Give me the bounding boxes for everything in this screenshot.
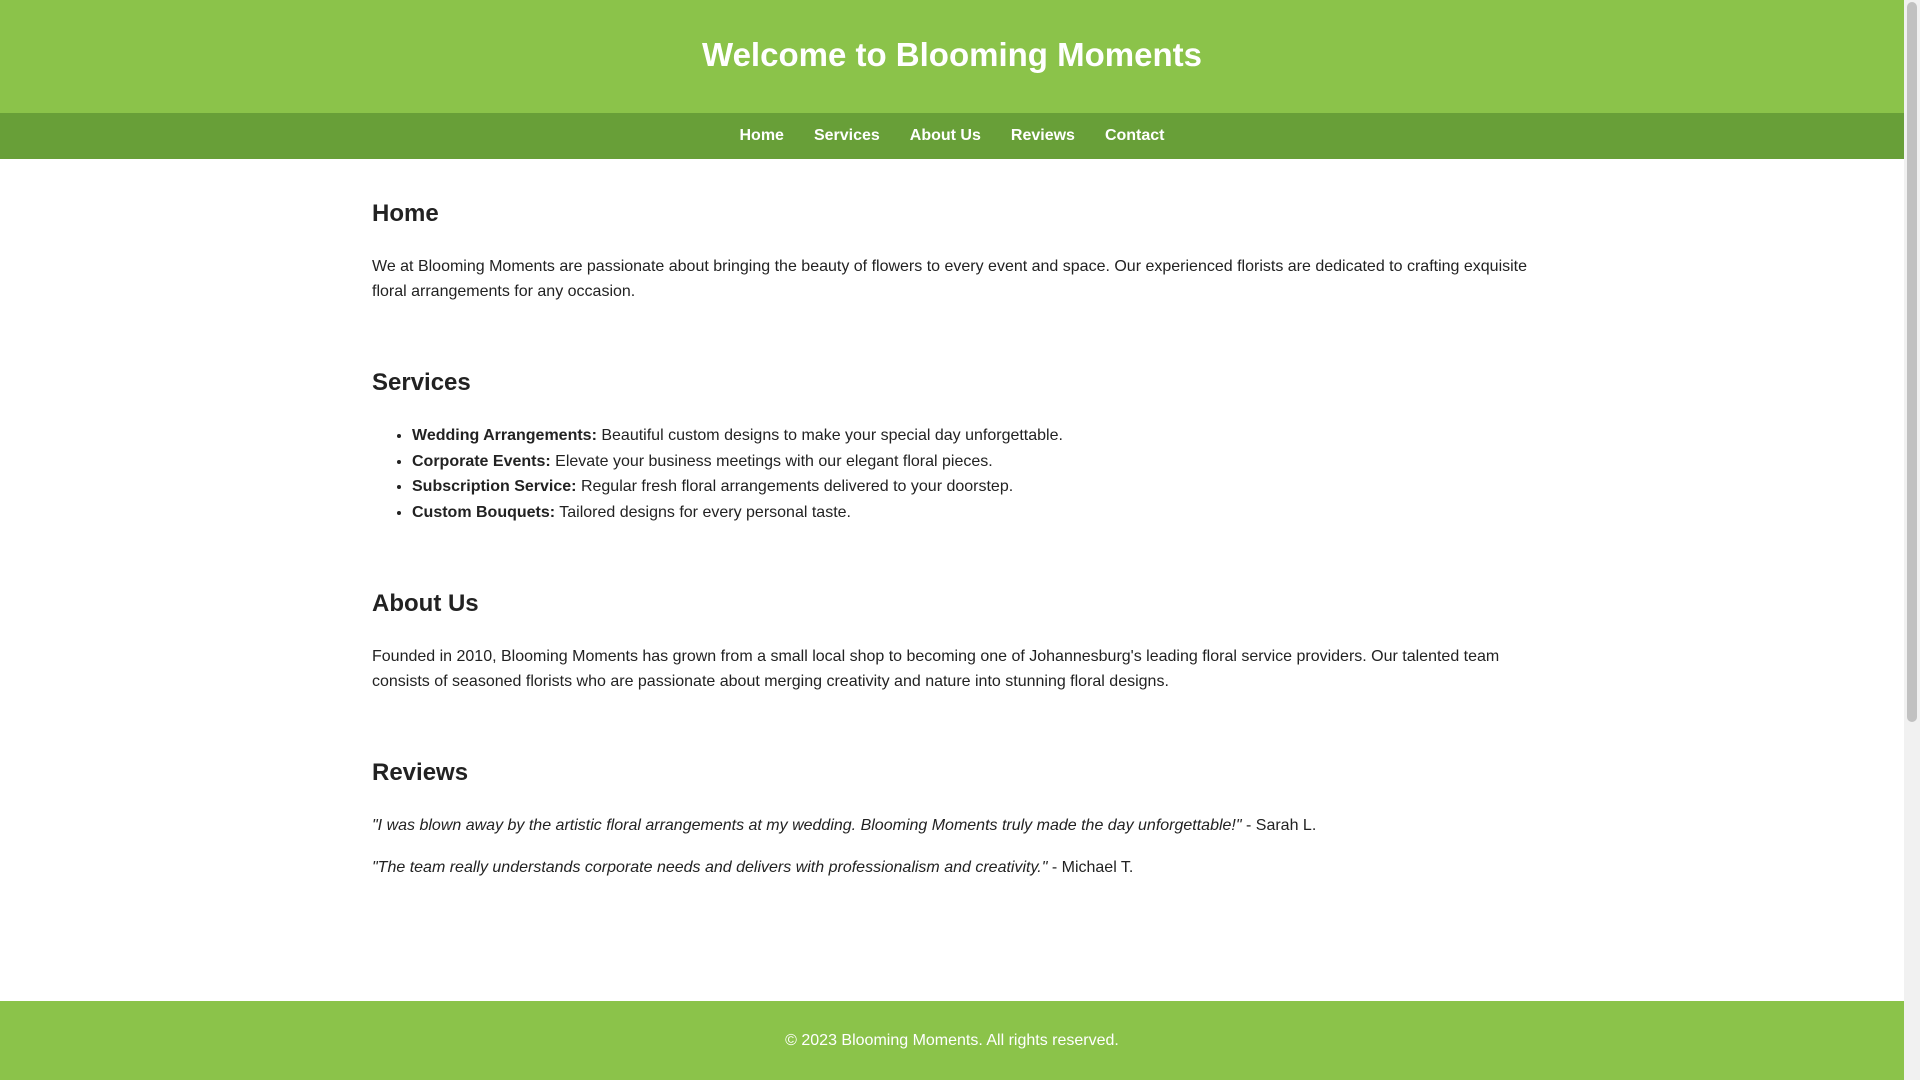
reviews-heading: Reviews bbox=[372, 759, 469, 786]
services-heading: Services bbox=[372, 369, 471, 396]
review-author: - Sarah L. bbox=[1241, 817, 1317, 834]
review-author: - Michael T. bbox=[1047, 859, 1134, 876]
service-title: Corporate Events: bbox=[412, 452, 551, 470]
service-item bbox=[412, 449, 1532, 475]
services-section bbox=[372, 369, 1532, 525]
review-item bbox=[372, 855, 1532, 880]
service-desc: Elevate your business meetings with our elegant floral pieces. bbox=[550, 452, 993, 470]
nav-link-home[interactable]: Home bbox=[739, 127, 784, 144]
about-section bbox=[372, 590, 1532, 694]
scrollbar-thumb[interactable] bbox=[1907, 2, 1917, 722]
home-section bbox=[372, 200, 1532, 304]
service-title: Wedding Arrangements: bbox=[412, 427, 597, 444]
footer-copyright: © 2023 Blooming Moments. All rights reserved. bbox=[785, 1032, 1119, 1049]
site-header bbox=[0, 0, 1904, 113]
about-text: Founded in 2010, Blooming Moments has grown from a small local shop to becoming one of Johannesburg's leading floral service providers. Our talented team consists of seasoned florists who are passionate about merging creativity and nature into stunning floral designs. bbox=[372, 648, 1500, 690]
service-title: Custom Bouquets: bbox=[412, 503, 556, 521]
vertical-scrollbar[interactable] bbox=[1904, 0, 1920, 1080]
nav-link-contact[interactable]: Contact bbox=[1104, 127, 1165, 144]
review-quote: "The team really understands corporate needs and delivers with professionalism and creativity." bbox=[372, 859, 1048, 876]
home-heading: Home bbox=[372, 200, 439, 227]
services-list bbox=[372, 423, 1532, 525]
nav-link-services[interactable]: Services bbox=[813, 127, 880, 144]
main-nav bbox=[0, 113, 1904, 159]
review-quote: "I was blown away by the artistic floral arrangements at my wedding. Blooming Moments truly made the day unforgettable!" bbox=[372, 817, 1242, 834]
service-title: Subscription Service: bbox=[412, 478, 577, 495]
home-text: We at Blooming Moments are passionate about bringing the beauty of flowers to every event and space. Our experienced florists are dedicated to crafting exquisite floral arrangements for any occasion. bbox=[372, 258, 1528, 300]
service-item bbox=[412, 474, 1532, 500]
main-content bbox=[372, 159, 1532, 880]
nav-link-about-us[interactable]: About Us bbox=[909, 127, 981, 144]
service-desc: Regular fresh floral arrangements delivered to your doorstep. bbox=[576, 478, 1014, 495]
nav-link-reviews[interactable]: Reviews bbox=[1010, 127, 1075, 144]
service-item bbox=[412, 500, 1532, 526]
site-title: Welcome to Blooming Moments bbox=[702, 35, 1202, 73]
reviews-section bbox=[372, 759, 1532, 880]
review-item bbox=[372, 813, 1532, 838]
about-heading: About Us bbox=[372, 590, 479, 617]
service-desc: Tailored designs for every personal taste. bbox=[555, 503, 851, 521]
service-item bbox=[412, 423, 1532, 449]
site-footer bbox=[0, 1001, 1904, 1080]
service-desc: Beautiful custom designs to make your special day unforgettable. bbox=[596, 427, 1063, 444]
